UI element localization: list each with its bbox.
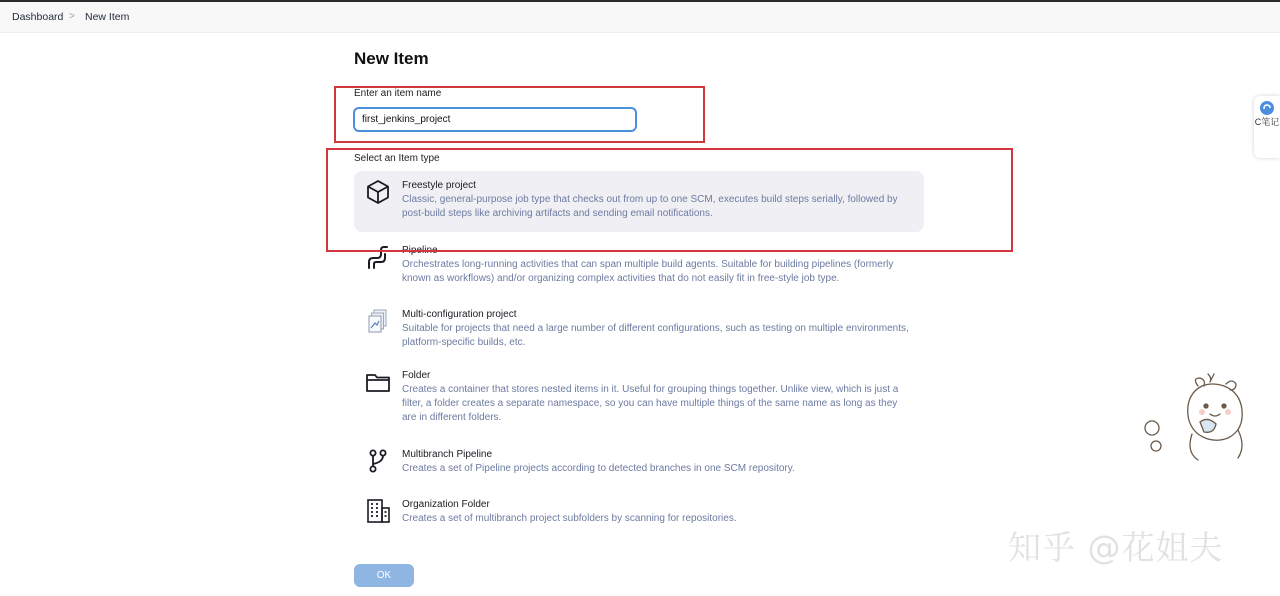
cube-icon [365,179,391,205]
side-widget-label: C笔记 [1254,117,1280,127]
item-title: Organization Folder [402,499,490,510]
item-name-input[interactable] [353,107,637,132]
item-type-label: Select an Item type [354,153,440,164]
item-title: Multi-configuration project [402,309,517,320]
item-description: Creates a set of Pipeline projects according to detected branches in one SCM repository. [402,463,795,474]
breadcrumb-separator: > [69,11,75,22]
item-type-freestyle[interactable] [354,171,924,232]
item-title: Freestyle project [402,180,476,191]
breadcrumb [0,2,1280,33]
clip-icon [1259,100,1275,116]
breadcrumb-new-item: New Item [85,11,130,23]
item-description: Creates a container that stores nested items in it. Useful for grouping things together. Unlike view, which is just a filter, a folder creates a separate namespace, so you can have multiple things of the same name as long as they are in different folders. [402,384,899,423]
item-type-multi-configuration[interactable] [354,300,924,356]
item-description: Classic, general-purpose job type that checks out from up to one SCM, executes build steps serially, followed by post-build steps like archiving artifacts and sending email notifications. [402,194,898,219]
item-name-label: Enter an item name [354,88,442,99]
side-notes-widget[interactable] [1254,96,1280,158]
watermark-text: 知乎 @花姐夫 [1008,528,1224,567]
item-description: Suitable for projects that need a large number of different configurations, such as testing on multiple environments, platform-specific builds, etc. [402,323,909,348]
building-icon [365,498,391,524]
item-description: Creates a set of multibranch project subfolders by scanning for repositories. [402,513,737,524]
item-type-folder[interactable] [354,361,924,433]
breadcrumb-dashboard[interactable]: Dashboard [12,11,64,23]
item-type-pipeline[interactable] [354,236,924,292]
page-title: New Item [354,49,429,68]
item-type-multibranch-pipeline[interactable] [354,440,924,484]
pipeline-icon [365,244,391,270]
branch-icon [365,448,391,474]
cartoon-bear-sticker [1142,372,1254,462]
item-description: Orchestrates long-running activities that can span multiple build agents. Suitable for building pipelines (formerly known as workflows) and/or organizing complex activities that do not easily fit in free-style job type. [402,259,894,284]
multi-config-icon [365,308,391,334]
folder-icon [365,369,391,395]
item-title: Multibranch Pipeline [402,449,493,460]
item-title: Pipeline [402,245,438,256]
item-title: Folder [402,370,431,381]
item-type-organization-folder[interactable] [354,490,924,534]
ok-button[interactable]: OK [354,564,414,587]
